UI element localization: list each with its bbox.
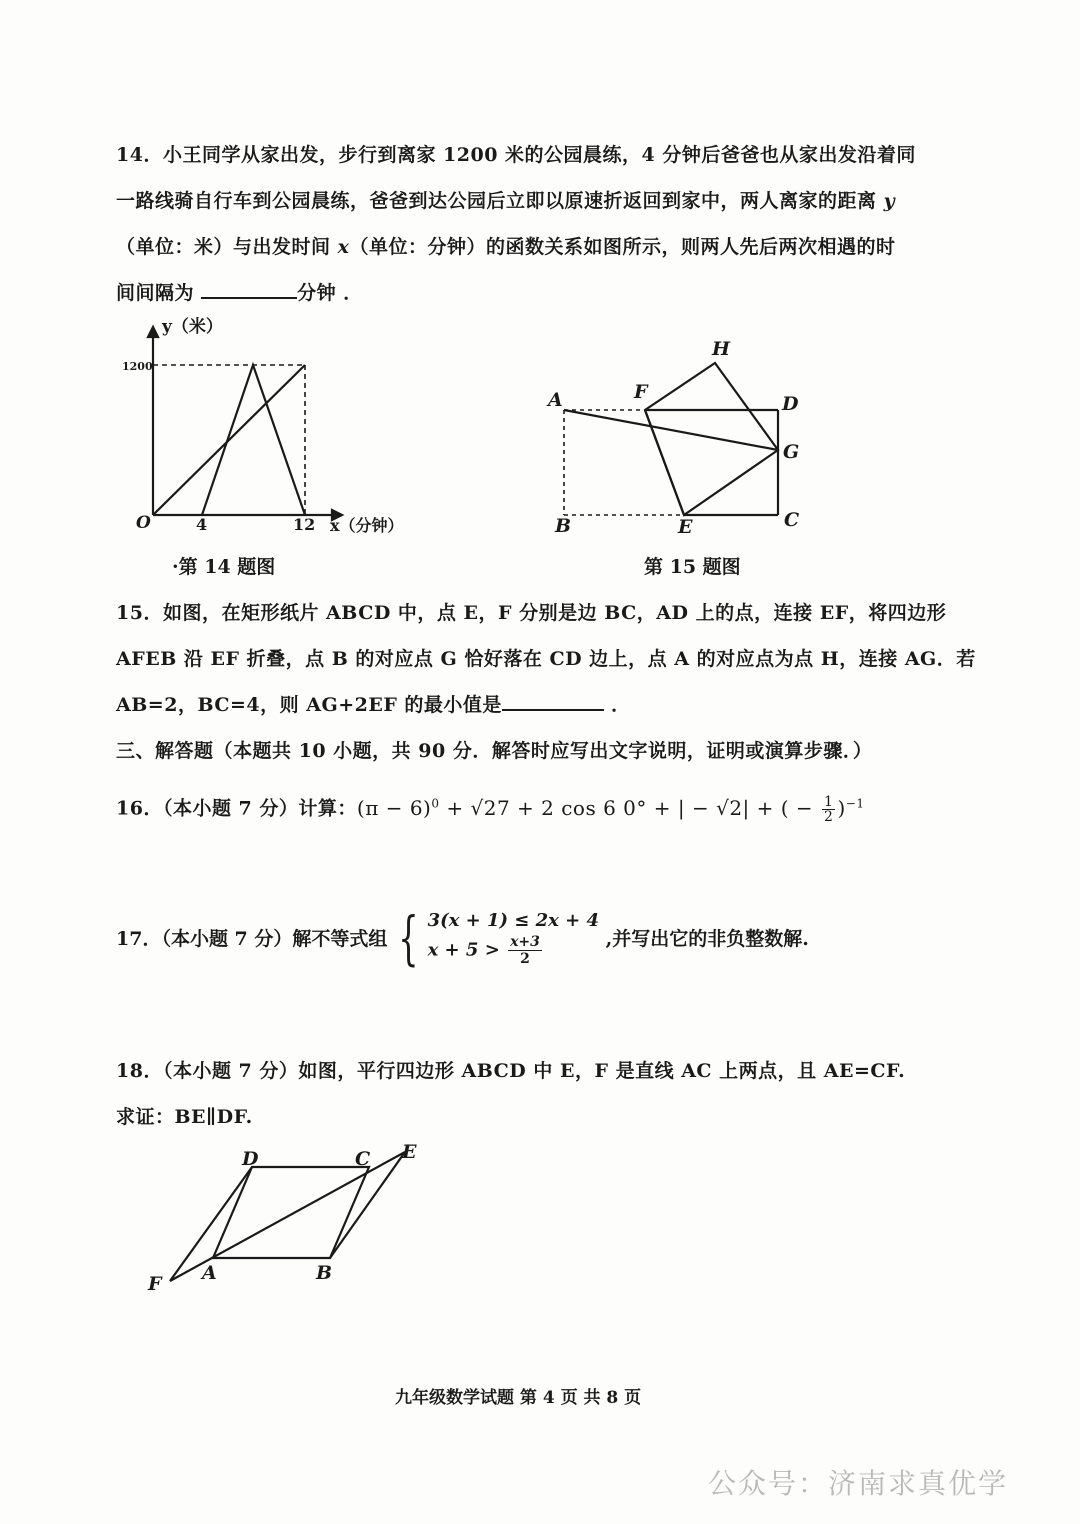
fig18-label-E: E — [402, 1141, 417, 1163]
q15-line-2: AFEB 沿 EF 折叠，点 B 的对应点 G 恰好落在 CD 边上，点 A 的对应点为点 H，连接 AG．若 — [116, 648, 976, 670]
q17-system: 3(x + 1) ≤ 2x + 4 x + 5 > $\frac{x+3}{2}$ — [427, 910, 600, 967]
fig15-AG — [564, 410, 778, 450]
q15-line-1: 15．如图，在矩形纸片 ABCD 中，点 E，F 分别是边 BC，AD 上的点，连接 EF，将四边形 — [116, 602, 947, 624]
fig15-caption: 第 15 题图 — [644, 556, 741, 578]
q14-line-1: 14．小王同学从家出发，步行到离家 1200 米的公园晨练，4 分钟后爸爸也从家出发沿着同 — [116, 144, 916, 166]
q14-line-2: 一路线骑自行车到公园晨练，爸爸到达公园后立即以原速折返回到家中，两人离家的距离 y — [116, 190, 896, 212]
fig14-origin: O — [136, 513, 151, 533]
fig14-y-arrow — [148, 327, 158, 337]
section-3-heading: 三、解答题（本题共 10 小题，共 90 分．解答时应写出文字说明，证明或演算步骤．） — [116, 740, 873, 762]
fig18-diagram — [140, 1135, 440, 1300]
fig18-label-D: D — [242, 1148, 259, 1170]
fig15-label-F: F — [634, 381, 648, 403]
watermark: 公众号：济南求真优学 — [708, 1467, 1009, 1500]
fig15-label-A: A — [548, 389, 563, 411]
fig14-x-tick-12: 12 — [293, 515, 316, 534]
q18-line-2: 求证：BE∥DF. — [116, 1106, 253, 1128]
q14-answer-blank[interactable] — [201, 275, 297, 299]
fig15-label-E: E — [678, 516, 693, 538]
fig15-diagram — [540, 330, 820, 545]
fig15-label-C: C — [784, 509, 800, 531]
q16: 16．（本小题 7 分）计算：$(\pi - 6)^0 + √27 + 2$ cos 6 0° + | − √2| + ( − $\frac{1}{2}$ )$^{-1}$ — [116, 793, 865, 825]
fig18-label-C: C — [355, 1148, 371, 1170]
fig14-y-label: y（米） — [162, 317, 223, 337]
fig18-label-A: A — [202, 1262, 217, 1284]
q15-line-3: AB=2，BC=4，则 AG+2EF 的最小值是 ． — [116, 682, 631, 728]
fig18-label-F: F — [148, 1273, 162, 1295]
q14-line-3: （单位：米）与出发时间 x（单位：分钟）的函数关系如图所示，则两人先后两次相遇的时 — [116, 236, 896, 258]
q17: 17．（本小题 7 分）解不等式组 { 3(x + 1) ≤ 2x + 4 x + 5 > $\frac{x+3}{2}$ ,并写出它的非负整数解. — [116, 903, 809, 972]
page-footer: 九年级数学试题 第 4 页 共 8 页 — [395, 1388, 642, 1408]
fig14-y-tick: 1200 — [122, 360, 153, 373]
q17-brace: { — [398, 903, 419, 972]
fig14-x-tick-4: 4 — [196, 515, 208, 534]
q18-line-1: 18．（本小题 7 分）如图，平行四边形 ABCD 中 E，F 是直线 AC 上两点，且 AE=CF. — [116, 1060, 906, 1082]
fig14-graph — [110, 315, 430, 545]
fig15-label-G: G — [783, 441, 800, 463]
fig14-walk-line — [153, 365, 305, 515]
fig15-label-B: B — [555, 515, 572, 537]
fig15-label-H: H — [712, 338, 730, 360]
fig15-label-D: D — [782, 393, 799, 415]
fig15-HFEG — [645, 363, 778, 515]
fig14-bike-line — [202, 365, 305, 515]
fig18-label-B: B — [316, 1262, 333, 1284]
fig14-x-label: x（分钟） — [330, 516, 404, 535]
q15-answer-blank[interactable] — [502, 687, 604, 711]
q14-line-4: 间间隔为 分钟 ． — [116, 270, 363, 316]
fig14-caption: ·第 14 题图 — [172, 556, 276, 578]
